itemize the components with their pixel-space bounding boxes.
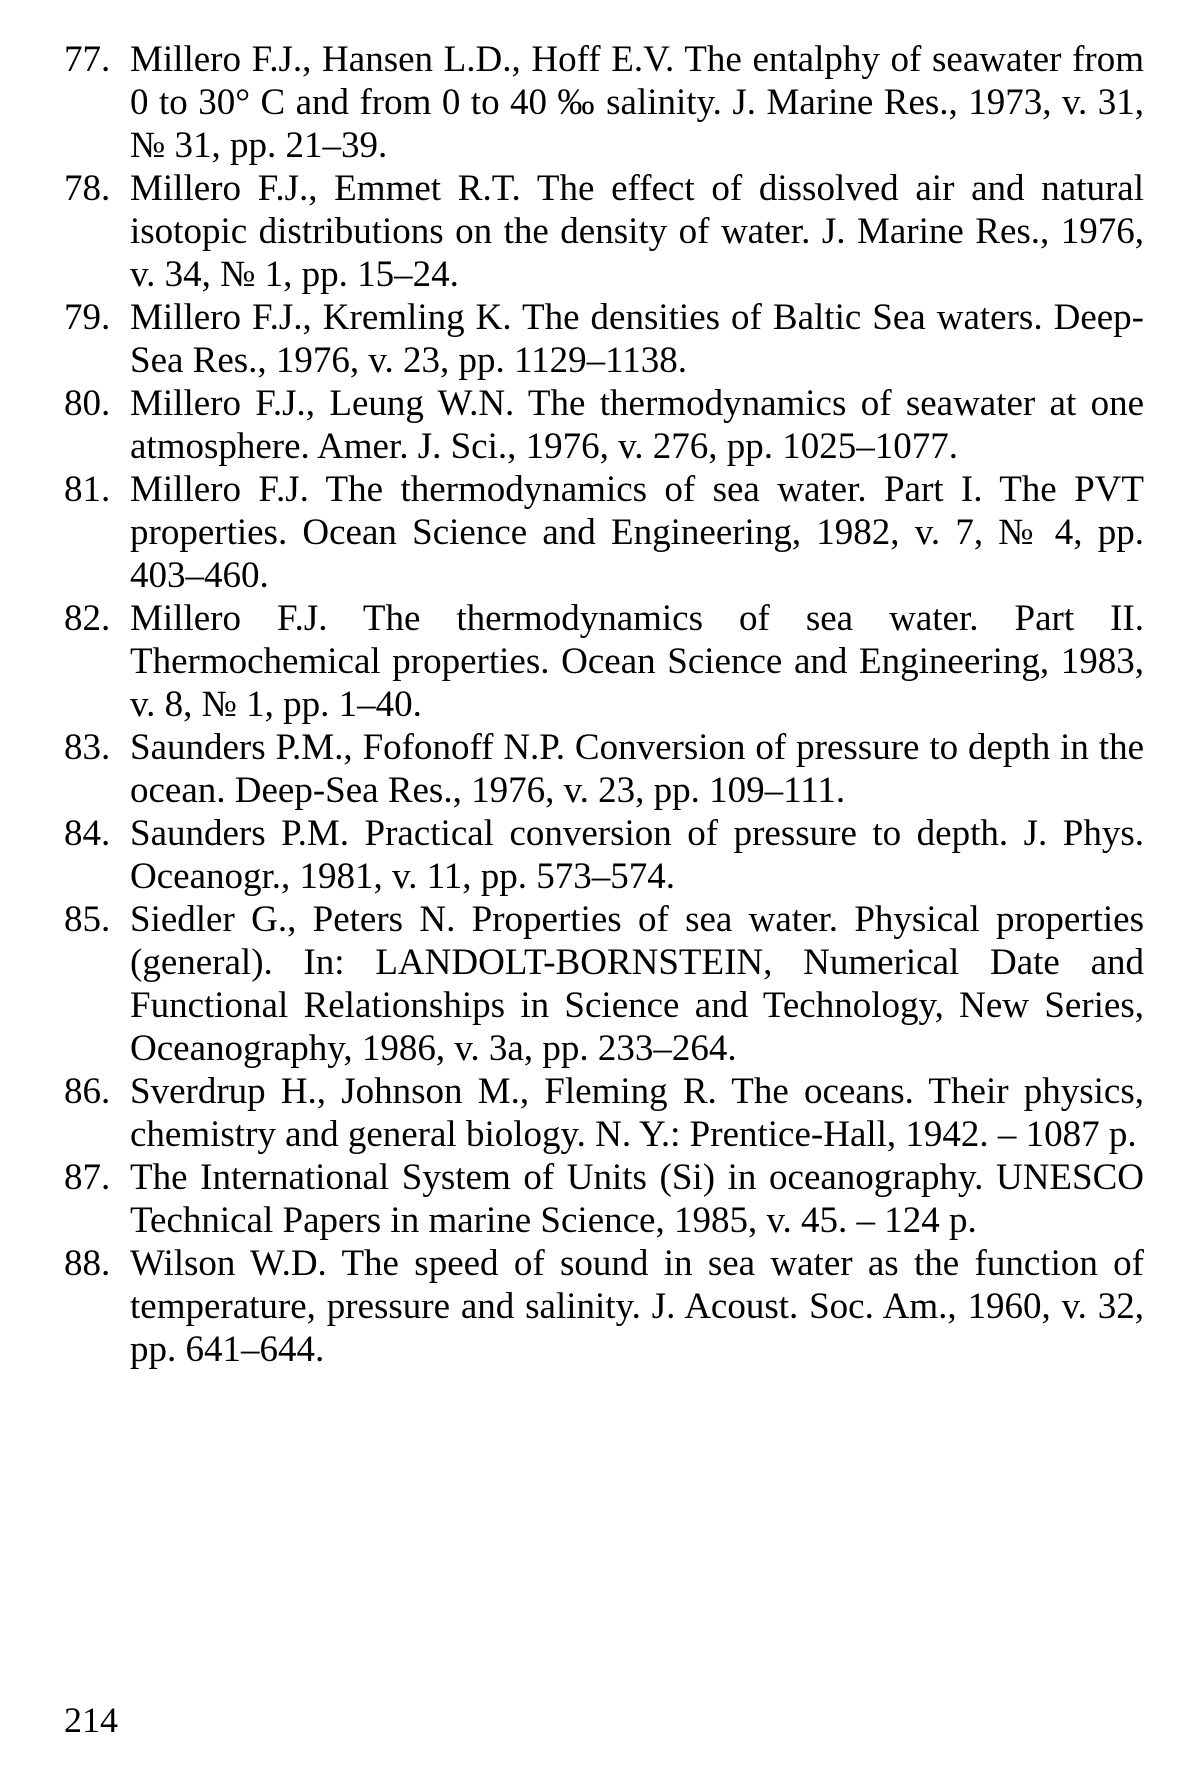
reference-number: 85.: [64, 899, 111, 940]
reference-text: Millero F.J., Leung W.N. The thermodynamics of seawater at one atmosphere. Amer. J. Sci., 1976, v. 276, pp. 1025–1077.: [130, 383, 1144, 467]
reference-item-81: [64, 468, 1144, 597]
reference-item-79: [64, 296, 1144, 382]
reference-item-88: [64, 1242, 1144, 1371]
page-number: 214: [64, 1700, 118, 1740]
reference-list: [64, 38, 1144, 1371]
reference-number: 84.: [64, 813, 111, 854]
reference-item-78: [64, 167, 1144, 296]
reference-number: 81.: [64, 469, 111, 510]
reference-number: 87.: [64, 1157, 111, 1198]
reference-number: 80.: [64, 383, 111, 424]
reference-number: 83.: [64, 727, 111, 768]
reference-item-80: [64, 382, 1144, 468]
reference-number: 82.: [64, 598, 111, 639]
reference-item-86: [64, 1070, 1144, 1156]
reference-number: 86.: [64, 1071, 111, 1112]
reference-text: Saunders P.M. Practical conversion of pressure to depth. J. Phys. Oceanogr., 1981, v. 11, pp. 573–574.: [130, 813, 1144, 897]
reference-number: 78.: [64, 168, 111, 209]
reference-text: Millero F.J. The thermodynamics of sea water. Part I. The PVT properties. Ocean Science and Engineering, 1982, v. 7, № 4, pp. 403–460.: [130, 469, 1144, 596]
reference-text: The International System of Units (Si) in oceanography. UNESCO Technical Papers in marine Science, 1985, v. 45. – 124 p.: [130, 1157, 1144, 1241]
reference-text: Millero F.J., Kremling K. The densities of Baltic Sea waters. Deep-Sea Res., 1976, v. 23, pp. 1129–1138.: [130, 297, 1144, 381]
reference-item-85: [64, 898, 1144, 1070]
reference-item-87: [64, 1156, 1144, 1242]
reference-text: Millero F.J., Emmet R.T. The effect of dissolved air and natural isotopic distributions on the density of water. J. Marine Res., 1976, v. 34, № 1, pp. 15–24.: [130, 168, 1144, 295]
reference-text: Wilson W.D. The speed of sound in sea water as the function of temperature, pressure and salinity. J. Acoust. Soc. Am., 1960, v. 32, pp. 641–644.: [130, 1243, 1144, 1370]
reference-text: Millero F.J. The thermodynamics of sea water. Part II. Thermochemical properties. Ocean Science and Engineering, 1983, v. 8, № 1, pp. 1–40.: [130, 598, 1144, 725]
reference-text: Sverdrup H., Johnson M., Fleming R. The oceans. Their physics, chemistry and general biology. N. Y.: Prentice-Hall, 1942. – 1087 p.: [130, 1071, 1144, 1155]
reference-item-82: [64, 597, 1144, 726]
reference-item-77: [64, 38, 1144, 167]
reference-item-83: [64, 726, 1144, 812]
reference-text: Millero F.J., Hansen L.D., Hoff E.V. The entalphy of seawater from 0 to 30° C and from 0 to 40 ‰ salinity. J. Marine Res., 1973, v. 31, № 31, pp. 21–39.: [130, 39, 1144, 166]
reference-number: 77.: [64, 39, 111, 80]
reference-text: Saunders P.M., Fofonoff N.P. Conversion of pressure to depth in the ocean. Deep-Sea Res., 1976, v. 23, pp. 109–111.: [130, 727, 1144, 811]
reference-number: 88.: [64, 1243, 111, 1284]
reference-item-84: [64, 812, 1144, 898]
reference-text: Siedler G., Peters N. Properties of sea water. Physical properties (general). In: LANDOLT-BORNSTEIN, Numerical Date and Functional Relationships in Science and Technology, New Series, Oceanography, 1986, v. 3a, pp. 233–264.: [130, 899, 1144, 1069]
reference-number: 79.: [64, 297, 111, 338]
